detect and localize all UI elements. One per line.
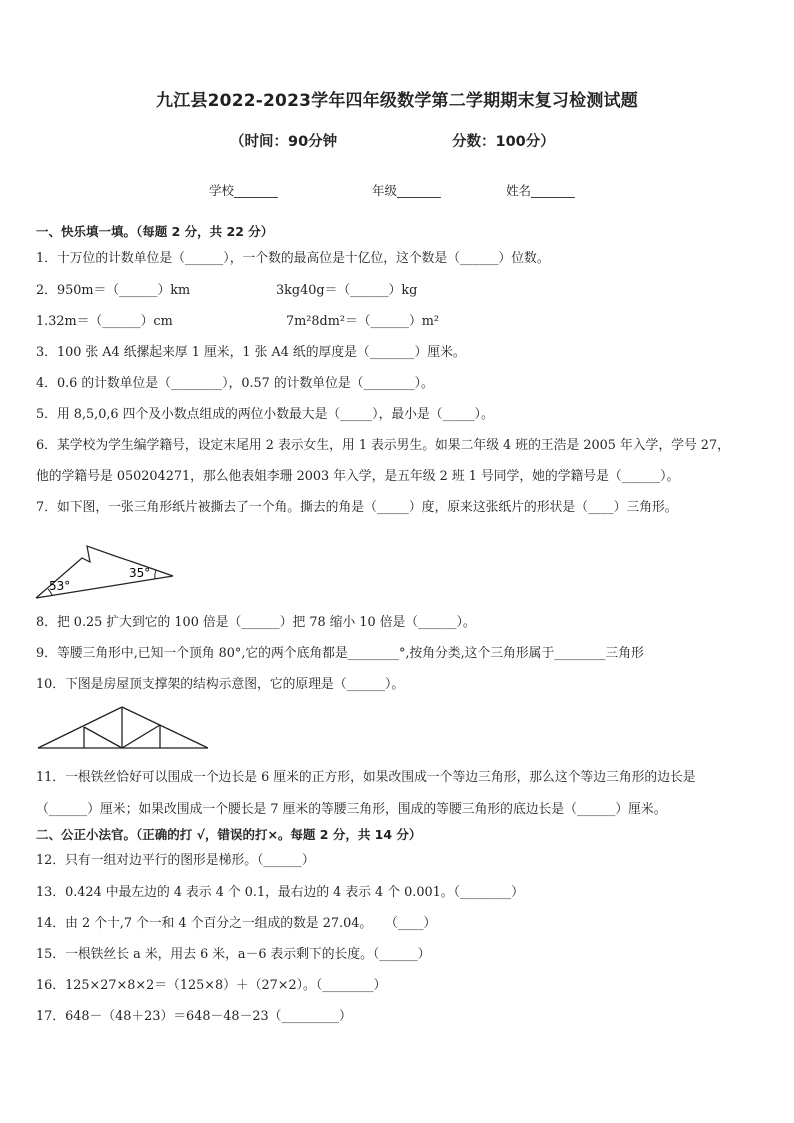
question-14: 14．由 2 个十,7 个一和 4 个百分之一组成的数是 27.04。 （____） (36, 916, 437, 931)
grade-field: 年级_______ (372, 183, 441, 198)
angle-arc-right (155, 570, 156, 579)
question-2b: 3kg40g＝（______）kg (276, 283, 418, 298)
section-2-heading: 二、公正小法官。（正确的打 √，错误的打×。每题 2 分，共 14 分） (36, 827, 422, 842)
question-17: 17．648－（48＋23）＝648－48－23（_________） (36, 1009, 352, 1024)
truss-left-rafter (38, 707, 122, 748)
torn-triangle-figure (30, 538, 180, 602)
question-12: 12．只有一组对边平行的图形是梯形。（______） (36, 853, 315, 868)
question-3: 3．100 张 A4 纸摞起来厚 1 厘米，1 张 A4 纸的厚度是（_______）厘米。 (36, 345, 466, 360)
question-2c: 1.32m＝（______）cm (36, 314, 173, 329)
question-4: 4．0.6 的计数单位是（________），0.57 的计数单位是（________）。 (36, 376, 434, 391)
truss-right-rafter (122, 707, 208, 748)
section-1-heading: 一、快乐填一填。（每题 2 分，共 22 分） (36, 224, 274, 239)
question-7: 7．如下图，一张三角形纸片被撕去了一个角。撕去的角是（_____）度，原来这张纸片的形状是（____）三角形。 (36, 500, 678, 515)
question-2d: 7m²8dm²＝（______）m² (286, 314, 440, 329)
question-2a: 2．950m＝（______）km (36, 283, 191, 298)
question-13: 13．0.424 中最左边的 4 表示 4 个 0.1，最右边的 4 表示 4 个 0.001。（________） (36, 885, 524, 900)
question-6-line-2: 他的学籍号是 050204271，那么他表姐李珊 2003 年入学，是五年级 2 班 1 号同学，她的学籍号是（______）。 (36, 469, 680, 484)
name-field: 姓名_______ (506, 183, 575, 198)
angle-label-35: 35° (129, 566, 151, 580)
question-8: 8．把 0.25 扩大到它的 100 倍是（______）把 78 缩小 10 倍是（______）。 (36, 615, 476, 630)
school-field: 学校_______ (209, 183, 278, 198)
question-1: 1．十万位的计数单位是（______），一个数的最高位是十亿位，这个数是（______）位数。 (36, 251, 550, 266)
question-10: 10．下图是房屋顶支撑架的结构示意图，它的原理是（______）。 (36, 677, 405, 692)
question-11-line-1: 11．一根铁丝恰好可以围成一个边长是 6 厘米的正方形，如果改围成一个等边三角形，那么这个等边三角形的边长是 (36, 770, 696, 785)
question-5: 5．用 8,5,0,6 四个及小数点组成的两位小数最大是（_____），最小是（_____）。 (36, 407, 494, 422)
question-15: 15．一根铁丝长 a 米，用去 6 米，a－6 表示剩下的长度。（______） (36, 947, 431, 962)
question-9: 9．等腰三角形中,已知一个顶角 80°,它的两个底角都是________°,按角分类,这个三角形属于________三角形 (36, 646, 644, 661)
question-11-line-2: （______）厘米；如果改围成一个腰长是 7 厘米的等腰三角形，围成的等腰三角形的底边长是（______）厘米。 (36, 802, 667, 817)
exam-time: （时间：90分钟 (230, 134, 338, 150)
page-title: 九江县2022-2023学年四年级数学第二学期期末复习检测试题 (156, 91, 638, 111)
question-16: 16．125×27×8×2＝（125×8）＋（27×2）。（________） (36, 978, 387, 993)
truss-right-brace (122, 725, 160, 748)
angle-label-53: 53° (49, 579, 71, 593)
roof-truss-figure (36, 705, 212, 751)
question-6-line-1: 6．某学校为学生编学籍号，设定末尾用 2 表示女生，用 1 表示男生。如果二年级 4 班的王浩是 2005 年入学，学号 27， (36, 438, 730, 453)
exam-score: 分数：100分） (452, 134, 555, 150)
truss-left-brace (84, 727, 122, 748)
